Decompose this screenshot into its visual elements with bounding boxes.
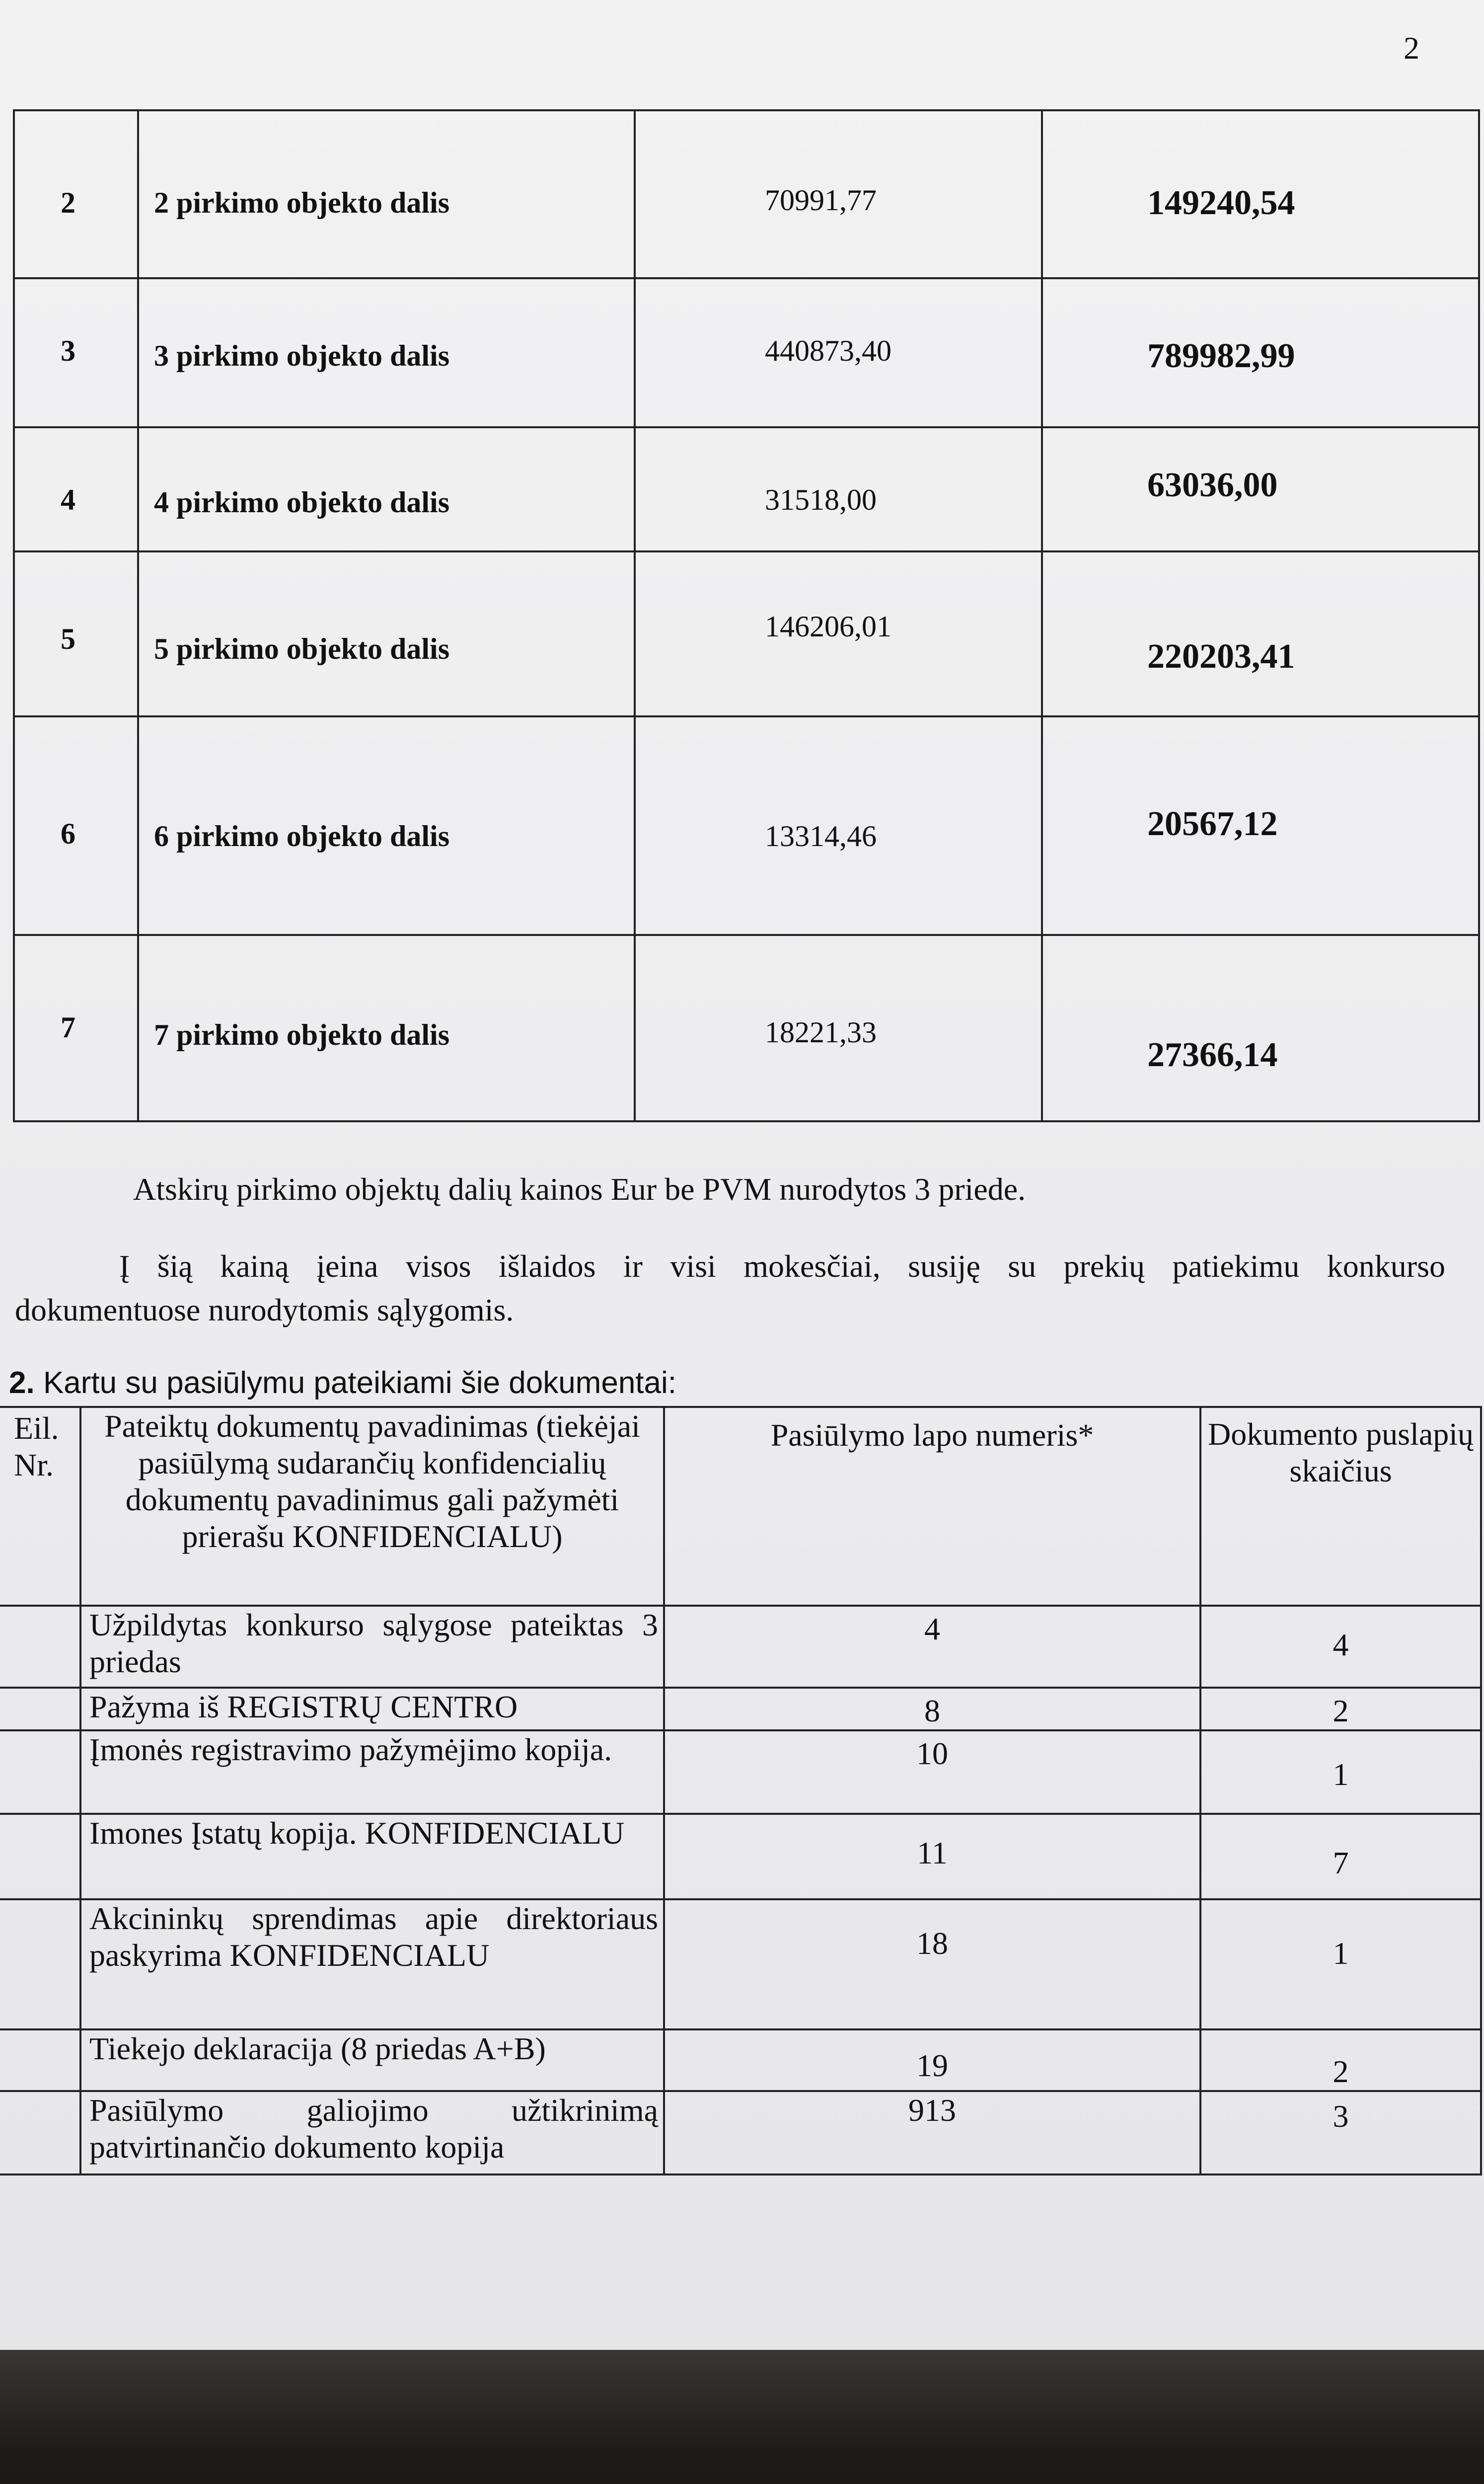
row-nr: 4 <box>61 483 75 516</box>
row-value: 18221,33 <box>765 1016 877 1049</box>
row-page: 913 <box>664 2091 1200 2174</box>
row-total: 220203,41 <box>1147 637 1295 676</box>
table-row <box>14 551 1479 716</box>
header-nr: Eil. Nr. <box>0 1407 80 1606</box>
row-count: 1 <box>1200 1730 1481 1814</box>
row-nr <box>0 1814 80 1899</box>
row-name: 7 pirkimo objekto dalis <box>154 1018 450 1051</box>
row-name: Pažyma iš REGISTRŲ CENTRO <box>80 1688 664 1730</box>
row-total: 789982,99 <box>1147 337 1295 375</box>
row-page: 10 <box>664 1730 1200 1814</box>
row-name: Tiekejo deklaracija (8 priedas A+B) <box>80 2029 664 2091</box>
row-nr: 7 <box>61 1011 75 1044</box>
row-total: 27366,14 <box>1147 1036 1278 1074</box>
row-nr: 5 <box>61 622 75 655</box>
table-row <box>0 2091 1481 2174</box>
table-row <box>14 110 1479 278</box>
page-number: 2 <box>1404 30 1419 66</box>
row-name: 2 pirkimo objekto dalis <box>154 186 450 219</box>
table-row <box>0 1688 1481 1730</box>
row-name: Užpildytas konkurso sąlygose pateiktas 3 priedas <box>80 1606 664 1688</box>
costs-note-line1: Į šią kainą įeina visos išlaidos ir visi mokesčiai, susiję su prekių patiekimu konkurso <box>119 1248 1445 1284</box>
row-nr <box>0 1899 80 2029</box>
row-name: 3 pirkimo objekto dalis <box>154 339 450 372</box>
section-heading <box>9 1361 676 1405</box>
row-value: 31518,00 <box>765 483 877 516</box>
row-page: 11 <box>664 1814 1200 1899</box>
row-nr <box>0 2091 80 2174</box>
header-count: Dokumento puslapių skaičius <box>1200 1407 1481 1606</box>
row-count: 2 <box>1200 2029 1481 2091</box>
row-name: 5 pirkimo objekto dalis <box>154 632 450 665</box>
row-page: 19 <box>664 2029 1200 2091</box>
row-count: 1 <box>1200 1899 1481 2029</box>
header-page: Pasiūlymo lapo numeris* <box>664 1407 1200 1606</box>
row-name: 4 pirkimo objekto dalis <box>154 486 450 519</box>
row-nr <box>0 1730 80 1814</box>
header-name: Pateiktų dokumentų pavadinimas (tiekėjai pasiūlymą sudarančių konfidencialių dokumentų pavadinimus gali pažymėti prierašu KONFIDENCIALU) <box>80 1407 664 1606</box>
photo-background <box>0 2350 1484 2484</box>
row-total: 20567,12 <box>1147 805 1278 843</box>
table-row <box>0 2029 1481 2091</box>
table-row <box>0 1730 1481 1814</box>
costs-note <box>15 1244 1445 1332</box>
row-total: 63036,00 <box>1147 466 1278 504</box>
row-name: Pasiūlymo galiojimo užtikrinimą patvirtinančio dokumento kopija <box>80 2091 664 2174</box>
row-nr: 3 <box>61 334 75 367</box>
row-page: 4 <box>664 1606 1200 1688</box>
table-row <box>14 935 1479 1121</box>
table-row <box>14 427 1479 551</box>
row-nr: 6 <box>61 817 75 850</box>
row-count: 3 <box>1200 2091 1481 2174</box>
row-name: Įmonės registravimo pažymėjimo kopija. <box>80 1730 664 1814</box>
row-nr <box>0 2029 80 2091</box>
row-value: 146206,01 <box>765 610 891 643</box>
row-name: Imones Įstatų kopija. KONFIDENCIALU <box>80 1814 664 1899</box>
row-name: Akcininkų sprendimas apie direktoriaus paskyrima KONFIDENCIALU <box>80 1899 664 2029</box>
row-page: 18 <box>664 1899 1200 2029</box>
row-value: 70991,77 <box>765 184 877 217</box>
table-row <box>14 716 1479 935</box>
table-header-row <box>0 1407 1481 1606</box>
prices-note: Atskirų pirkimo objektų dalių kainos Eur be PVM nurodytos 3 priede. <box>133 1171 1026 1207</box>
costs-note-line2: dokumentuose nurodytomis sąlygomis. <box>15 1292 514 1327</box>
row-page: 8 <box>664 1688 1200 1730</box>
section-number: 2. <box>9 1366 35 1400</box>
prices-table <box>13 109 1480 1122</box>
row-count: 4 <box>1200 1606 1481 1688</box>
row-nr: 2 <box>61 186 75 219</box>
row-value: 440873,40 <box>765 334 891 367</box>
table-row <box>0 1899 1481 2029</box>
table-row <box>0 1814 1481 1899</box>
row-count: 2 <box>1200 1688 1481 1730</box>
row-nr <box>0 1606 80 1688</box>
section-title: Kartu su pasiūlymu pateikiami šie dokumentai: <box>34 1366 677 1400</box>
row-name: 6 pirkimo objekto dalis <box>154 820 450 853</box>
row-total: 149240,54 <box>1147 184 1295 222</box>
row-count: 7 <box>1200 1814 1481 1899</box>
table-row <box>14 278 1479 427</box>
row-value: 13314,46 <box>765 820 877 853</box>
table-row <box>0 1606 1481 1688</box>
row-nr <box>0 1688 80 1730</box>
documents-table <box>0 1406 1482 2175</box>
